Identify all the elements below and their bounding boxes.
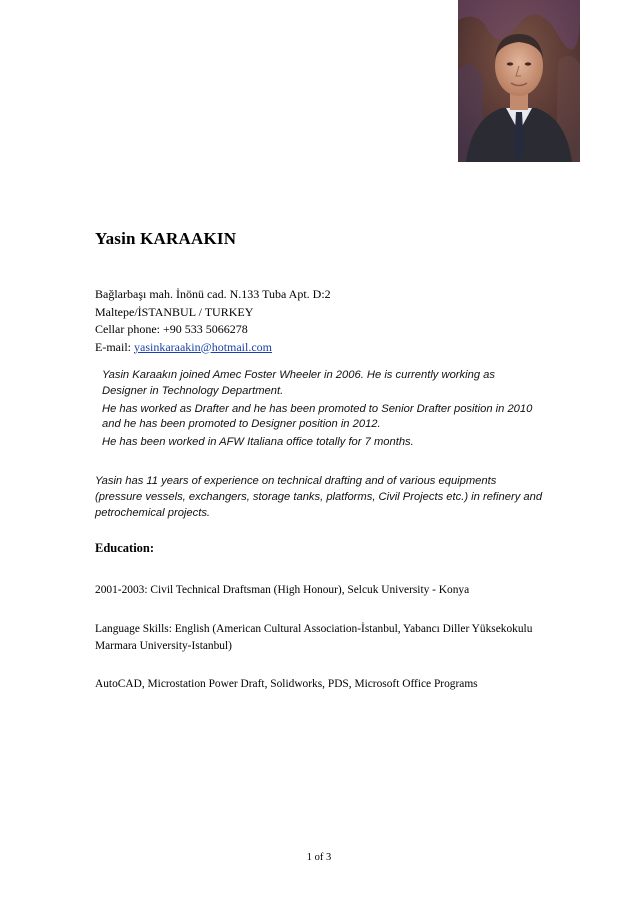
phone-label: Cellar phone: [95,322,160,336]
candidate-name: Yasin KARAAKIN [95,229,237,248]
intro-paragraph-3: He has been worked in AFW Italiana office totally for 7 months. [102,436,414,449]
phone-row [95,321,331,339]
email-label: E-mail: [95,339,131,354]
email-link[interactable]: yasinkaraakin@hotmail.com [134,339,273,354]
education-heading: Education: [95,541,155,555]
intro-paragraph-1: Yasin Karaakın joined Amec Foster Wheeler in 2006. He is currently working as Designer in Technology Department. [102,369,495,397]
email-row [95,339,331,357]
intro-section [102,368,542,453]
education-entry: 2001-2003: Civil Technical Draftsman (High Honour), Selcuk University - Konya [95,584,470,596]
language-skills: Language Skills: English (American Cultural Association-İstanbul, Yabancı Diller Yüksekokulu Marmara University-Istanbul) [95,623,533,652]
intro-paragraph-2: He has worked as Drafter and he has been promoted to Senior Drafter position in 2010 and he has been promoted to Designer position in 2012. [102,402,533,431]
portrait-image [458,0,580,162]
address-line-1: Bağlarbaşı mah. İnönü cad. N.133 Tuba Apt. D:2 [95,287,331,301]
contact-block [95,286,331,356]
experience-summary: Yasin has 11 years of experience on technical drafting and of various equipments (pressure vessels, exchangers, storage tanks, platforms, Civil Projects etc.) in refinery and petrochemical projects. [95,475,543,519]
address-line-2: Maltepe/İSTANBUL / TURKEY [95,304,254,319]
profile-photo [458,0,580,162]
phone-number: +90 533 5066278 [162,322,248,336]
software-skills: AutoCAD, Microstation Power Draft, Solidworks, PDS, Microsoft Office Programs [95,678,478,690]
page-number: 1 of 3 [306,852,332,863]
